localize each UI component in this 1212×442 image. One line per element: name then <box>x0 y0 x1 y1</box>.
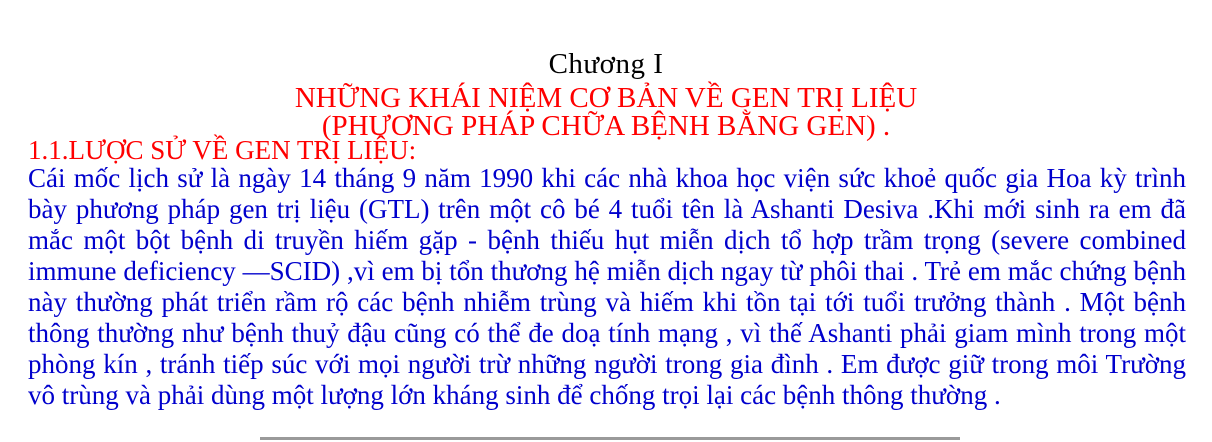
document-title-line-2: (PHƯƠNG PHÁP CHỮA BỆNH BẰNG GEN) . <box>321 110 891 142</box>
body-paragraph: Cái mốc lịch sử là ngày 14 tháng 9 năm 1990 khi các nhà khoa học viện sức khoẻ quốc gia Hoa kỳ trình bày phương pháp gen trị liệu (GTL) trên một cô bé 4 tuổi tên là Ashanti Desiva .Khi mới sinh ra em đã mắc một bột bệnh di truyền hiếm gặp - bệnh thiếu hụt miễn dịch tổ hợp trầm trọng (severe combined immune deficiency —SCID) ,vì em bị tổn thương hệ miễn dịch ngay từ phôi thai . Trẻ em mắc chứng bệnh này thường phát triển rầm rộ các bệnh nhiễm trùng và hiếm khi tồn tại tới tuổi trưởng thành . Một bệnh thông thường như bệnh thuỷ đậu cũng có thể đe doạ tính mạng , vì thế Ashanti phải giam mình trong một phòng kín , tránh tiếp súc với mọi người trừ những người trong gia đình . Em được giữ trong môi Trường vô trùng và phải dùng một lượng lớn kháng sinh để chống trọi lại các bệnh thông thường . <box>28 163 1186 410</box>
body-text-block <box>28 163 1186 411</box>
chapter-label: Chương I <box>548 48 664 80</box>
footer-divider <box>260 437 960 440</box>
document-title-line-1: NHỮNG KHÁI NIỆM CƠ BẢN VỀ GEN TRỊ LIỆU <box>294 82 918 114</box>
section-heading: 1.1.LƯỢC SỬ VỀ GEN TRỊ LIỆU: <box>28 135 417 165</box>
